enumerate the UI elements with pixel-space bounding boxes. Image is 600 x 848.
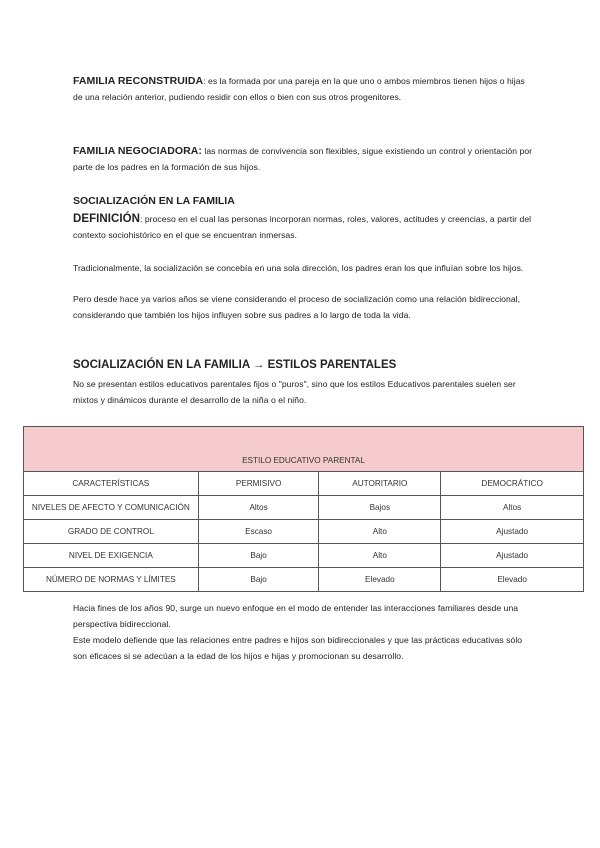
table-row — [24, 520, 584, 544]
table-cell: Alto — [319, 544, 441, 568]
familia-reconstruida-sep: : — [203, 76, 206, 86]
bidireccional-paragraph: Pero desde hace ya varios años se viene considerando el proceso de socialización como una relación bidireccional, considerando que también los hijos influyen sobre sus padres a lo largo de toda la vida. — [73, 294, 521, 320]
table-cell: Bajos — [319, 496, 441, 520]
table-cell: Ajustado — [441, 544, 584, 568]
table-cell: Bajo — [198, 544, 319, 568]
table-cell: NIVEL DE EXIGENCIA — [24, 544, 199, 568]
header-democratico: DEMOCRÁTICO — [441, 472, 584, 496]
estilos-paragraph: No se presentan estilos educativos parentales fijos o "puros", sino que los estilos Educativos parentales suelen ser mixtos y dinámicos durante el desarrollo de la niña o el niño. — [73, 379, 516, 405]
table-cell: NIVELES DE AFECTO Y COMUNICACIÓN — [24, 496, 199, 520]
table-cell: Altos — [441, 496, 584, 520]
definicion-paragraph — [73, 211, 533, 243]
table-cell: Altos — [198, 496, 319, 520]
table-cell: NÚMERO DE NORMAS Y LÍMITES — [24, 568, 199, 592]
familia-reconstruida-paragraph — [73, 73, 533, 105]
closing-paragraph-1: Hacia fines de los años 90, surge un nuevo enfoque en el modo de entender las interacciones familiares desde una perspectiva bidireccional. — [73, 603, 519, 629]
table-cell: GRADO DE CONTROL — [24, 520, 199, 544]
familia-reconstruida-text: es la formada por una pareja en la que uno o ambos miembros tienen hijos o hijas de una relación anterior, pudiendo residir con ellos o bien con sus otros progenitores. — [73, 76, 525, 102]
table-cell: Bajo — [198, 568, 319, 592]
estilos-heading: SOCIALIZACIÓN EN LA FAMILIA → ESTILOS PARENTALES — [73, 359, 397, 371]
familia-reconstruida-term: FAMILIA RECONSTRUIDA — [73, 75, 204, 87]
table-header-row — [24, 472, 584, 496]
header-caracteristicas: CARACTERÍSTICAS — [24, 472, 199, 496]
definicion-text: proceso en el cual las personas incorporan normas, roles, valores, actitudes y creencias, a partir del contexto sociohistórico en el que se encuentran inmersas. — [73, 214, 532, 240]
definicion-term: DEFINICIÓN — [73, 213, 140, 225]
table-cell: Elevado — [441, 568, 584, 592]
table-cell: Alto — [319, 520, 441, 544]
table-cell: Escaso — [198, 520, 319, 544]
tradicional-paragraph: Tradicionalmente, la socialización se concebía en una sola dirección, los padres eran los que influían sobre los hijos. — [73, 263, 524, 273]
table-row — [24, 568, 584, 592]
familia-negociadora-text: las normas de convivencia son flexibles, sigue existiendo un control y orientación por parte de los padres en la formación de sus hijos. — [73, 146, 533, 172]
definicion-sep: : — [139, 214, 143, 224]
familia-negociadora-paragraph — [73, 143, 533, 175]
table-row — [24, 544, 584, 568]
estilos-table — [23, 426, 584, 592]
table-row — [24, 496, 584, 520]
closing-paragraph-2: Este modelo defiende que las relaciones entre padres e hijos son bidireccionales y que las prácticas educativas sólo son eficaces si se adecúan a la edad de los hijos e hijas y promocionan su desarrollo. — [73, 635, 523, 661]
table-title: ESTILO EDUCATIVO PARENTAL — [24, 427, 584, 472]
table-cell: Ajustado — [441, 520, 584, 544]
table-cell: Elevado — [319, 568, 441, 592]
header-autoritario: AUTORITARIO — [319, 472, 441, 496]
familia-negociadora-term: FAMILIA NEGOCIADORA: — [73, 145, 202, 157]
header-permisivo: PERMISIVO — [198, 472, 319, 496]
socializacion-heading: SOCIALIZACIÓN EN LA FAMILIA — [73, 195, 235, 207]
